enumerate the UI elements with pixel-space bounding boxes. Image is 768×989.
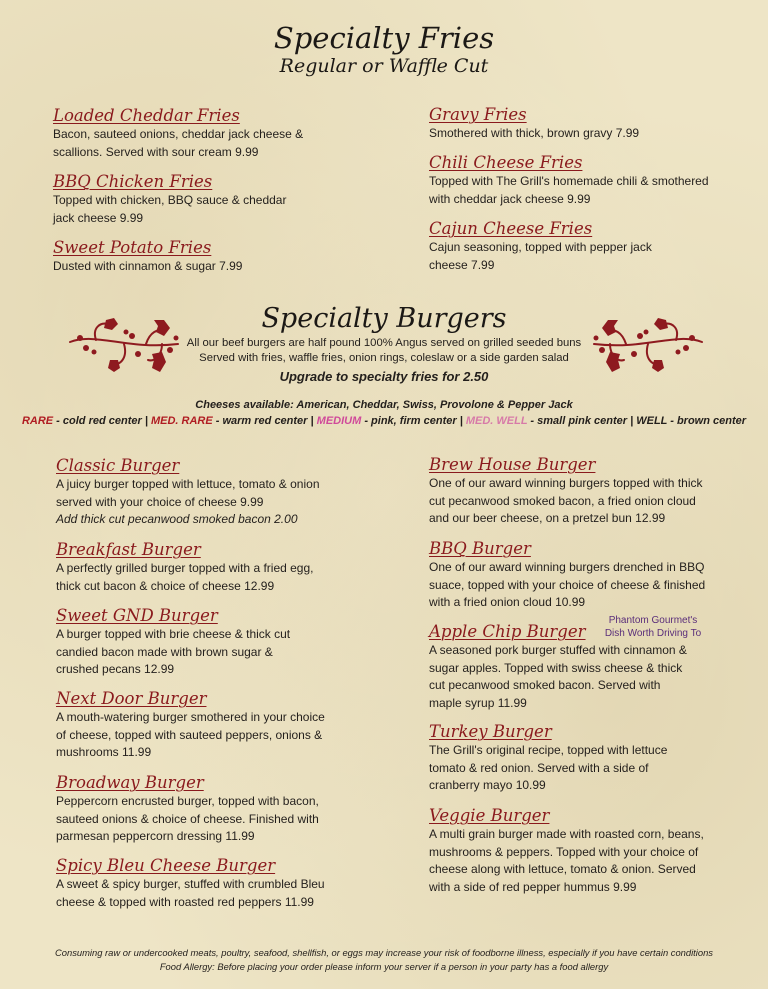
item-desc-line: A multi grain burger made with roasted corn, beans, bbox=[429, 827, 704, 841]
item-name: Brew House Burger bbox=[429, 455, 596, 474]
item-desc-line: sugar apples. Topped with swiss cheese & thick bbox=[429, 660, 683, 675]
burgers-title: Specialty Burgers bbox=[261, 303, 507, 334]
item-name: Classic Burger bbox=[56, 456, 180, 475]
item-name: Gravy Fries bbox=[429, 105, 527, 124]
item-desc-line: Cajun seasoning, topped with pepper jack bbox=[429, 240, 652, 254]
upgrade-note: Upgrade to specialty fries for 2.50 bbox=[279, 369, 489, 384]
menu-item bbox=[429, 539, 705, 612]
doneness-legend: RARE - cold red center | MED. RARE - warm red center | MEDIUM - pink, firm center | MED. WELL - small pink center | WELL - brown center bbox=[21, 415, 747, 427]
item-desc-line: One of our award winning burgers topped with thick bbox=[429, 476, 703, 490]
item-desc-line: A perfectly grilled burger topped with a fried egg, bbox=[56, 561, 314, 575]
item-desc-line: cheese 7.99 bbox=[429, 257, 495, 272]
item-desc-line: crushed pecans 12.99 bbox=[56, 662, 175, 676]
item-name: BBQ Burger bbox=[429, 539, 531, 558]
item-desc-line: A burger topped with brie cheese & thick cut bbox=[56, 627, 291, 641]
doneness-level: RARE bbox=[21, 415, 54, 427]
item-name: Next Door Burger bbox=[56, 689, 207, 708]
item-desc-line: Smothered with thick, brown gravy 7.99 bbox=[429, 126, 640, 140]
item-desc-line: sauteed onions & choice of cheese. Finished with bbox=[56, 811, 319, 826]
doneness-level: MED. WELL bbox=[465, 415, 528, 427]
menu-item bbox=[56, 773, 319, 846]
menu-item bbox=[56, 856, 325, 911]
item-desc-line: A seasoned pork burger stuffed with cinnamon & bbox=[429, 643, 687, 657]
item-desc-line: Dusted with cinnamon & sugar 7.99 bbox=[53, 259, 243, 273]
item-desc-line: cheese & topped with roasted red peppers 11.99 bbox=[56, 894, 314, 909]
menu-item bbox=[429, 219, 652, 274]
footer-warning: Consuming raw or undercooked meats, poultry, seafood, shellfish, or eggs may increase your risk of foodborne illness, especially if you have certain conditions bbox=[55, 947, 713, 958]
item-desc-line: with a side of red pepper hummus 9.99 bbox=[429, 879, 637, 894]
menu-item bbox=[429, 806, 704, 896]
item-desc-line: Topped with The Grill's homemade chili & smothered bbox=[429, 174, 709, 188]
item-desc-line: suace, topped with your choice of cheese & finished bbox=[429, 577, 706, 592]
item-desc-line: with a fried onion cloud 10.99 bbox=[429, 595, 586, 609]
award-badge bbox=[590, 614, 716, 640]
item-desc-line: Topped with chicken, BBQ sauce & cheddar bbox=[53, 193, 287, 207]
item-name: BBQ Chicken Fries bbox=[53, 172, 213, 191]
item-desc-line: Bacon, sauteed onions, cheddar jack cheese & bbox=[53, 127, 304, 141]
doneness-desc: - warm red center bbox=[212, 415, 308, 427]
menu-item bbox=[56, 689, 325, 762]
menu-item bbox=[429, 722, 667, 795]
item-desc-line: of cheese, topped with sauteed peppers, onions & bbox=[56, 727, 323, 742]
menu-item bbox=[56, 606, 290, 679]
fries-subtitle: Regular or Waffle Cut bbox=[279, 55, 489, 77]
item-desc-line: The Grill's original recipe, topped with lettuce bbox=[429, 743, 668, 757]
item-name: Sweet GND Burger bbox=[56, 606, 218, 625]
cheeses-available: Cheeses available: American, Cheddar, Swiss, Provolone & Pepper Jack bbox=[195, 399, 573, 411]
burgers-intro-line: Served with fries, waffle fries, onion rings, coleslaw or a side garden salad bbox=[199, 352, 569, 364]
item-name: Spicy Bleu Cheese Burger bbox=[56, 856, 276, 875]
item-name: Breakfast Burger bbox=[56, 540, 201, 559]
doneness-desc: - small pink center bbox=[527, 415, 628, 427]
item-desc-line: mushrooms 11.99 bbox=[56, 745, 152, 759]
item-desc-line: A sweet & spicy burger, stuffed with crumbled Bleu bbox=[56, 877, 325, 891]
item-desc-line: jack cheese 9.99 bbox=[53, 210, 144, 225]
item-desc-line: and our beer cheese, on a pretzel bun 12.99 bbox=[429, 511, 666, 525]
item-desc-line: cut pecanwood smoked bacon. Served with bbox=[429, 678, 661, 692]
award-line: Phantom Gourmet's bbox=[608, 615, 698, 626]
item-desc-line: A mouth-watering burger smothered in your choice bbox=[56, 710, 325, 724]
menu-item bbox=[53, 238, 242, 276]
item-desc-line: served with your choice of cheese 9.99 bbox=[56, 494, 264, 509]
item-name: Turkey Burger bbox=[429, 722, 552, 741]
item-desc-line: maple syrup 11.99 bbox=[429, 695, 527, 710]
item-name: Cajun Cheese Fries bbox=[429, 219, 593, 238]
item-desc-line: parmesan peppercorn dressing 11.99 bbox=[56, 829, 255, 843]
fries-title: Specialty Fries bbox=[273, 21, 495, 55]
doneness-desc: - brown center bbox=[667, 415, 747, 427]
item-name: Broadway Burger bbox=[56, 773, 204, 792]
doneness-level: MEDIUM bbox=[316, 415, 362, 427]
item-name: Loaded Cheddar Fries bbox=[53, 106, 240, 125]
item-desc-line: with cheddar jack cheese 9.99 bbox=[429, 191, 591, 206]
footer-allergy: Food Allergy: Before placing your order please inform your server if a person in your party has a food allergy bbox=[159, 961, 609, 972]
doneness-level: MED. RARE bbox=[150, 415, 213, 427]
menu-item bbox=[53, 106, 303, 161]
menu-item bbox=[56, 456, 320, 529]
menu-item bbox=[56, 540, 313, 595]
item-desc-line: Peppercorn encrusted burger, topped with bacon, bbox=[56, 794, 319, 808]
item-desc-line: tomato & red onion. Served with a side of bbox=[429, 760, 649, 775]
item-desc-line: mushrooms & peppers. Topped with your choice of bbox=[429, 844, 699, 859]
item-desc-line: cranberry mayo 10.99 bbox=[429, 778, 546, 792]
item-name: Sweet Potato Fries bbox=[53, 238, 212, 257]
item-desc-line: One of our award winning burgers drenched in BBQ bbox=[429, 560, 705, 574]
item-desc-line: scallions. Served with sour cream 9.99 bbox=[53, 144, 259, 159]
item-desc-line: cut pecanwood smoked bacon, a fried onion cloud bbox=[429, 493, 696, 508]
item-name: Chili Cheese Fries bbox=[429, 153, 583, 172]
item-desc-line: cheese along with lettuce, tomato & onion. Served bbox=[429, 862, 696, 876]
burgers-intro-line: All our beef burgers are half pound 100% Angus served on grilled seeded buns bbox=[186, 337, 582, 349]
item-name: Veggie Burger bbox=[429, 806, 550, 825]
menu-item bbox=[429, 105, 639, 143]
item-desc-line: A juicy burger topped with lettuce, tomato & onion bbox=[56, 477, 320, 491]
doneness-desc: - pink, firm center bbox=[361, 415, 457, 427]
item-addon-note: Add thick cut pecanwood smoked bacon 2.00 bbox=[56, 512, 298, 526]
menu-item bbox=[429, 153, 709, 208]
doneness-desc: - cold red center bbox=[53, 415, 142, 427]
item-desc-line: candied bacon made with brown sugar & bbox=[56, 644, 273, 659]
item-name: Apple Chip Burger bbox=[429, 622, 586, 641]
award-line: Dish Worth Driving To bbox=[604, 628, 702, 639]
menu-item bbox=[429, 455, 703, 528]
item-desc-line: thick cut bacon & choice of cheese 12.99 bbox=[56, 578, 275, 593]
doneness-level: WELL bbox=[636, 415, 668, 427]
menu-item bbox=[53, 172, 286, 227]
